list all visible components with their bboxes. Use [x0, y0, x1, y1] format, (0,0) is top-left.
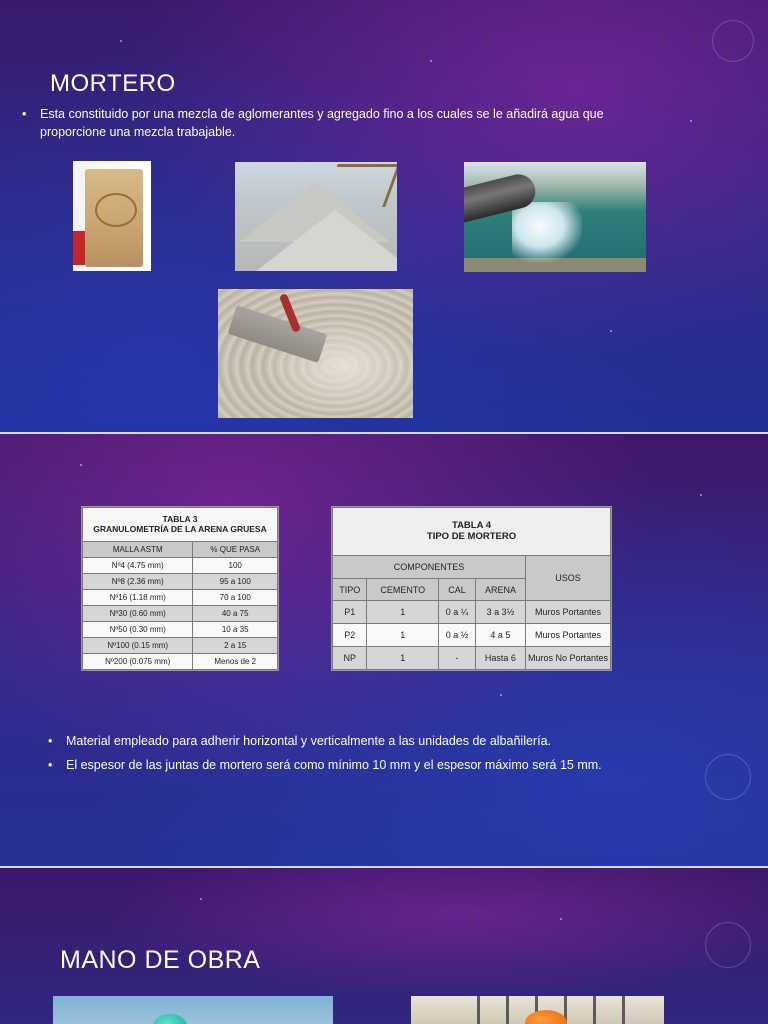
table-cell: Nº100 (0.15 mm) — [83, 637, 193, 653]
table-cell: Hasta 6 — [475, 647, 525, 670]
table-cell: 40 a 75 — [193, 605, 278, 621]
table-cell: Nº16 (1.18 mm) — [83, 589, 193, 605]
table-caption-line: TIPO DE MORTERO — [426, 531, 517, 543]
table-cell: Nº30 (0.60 mm) — [83, 605, 193, 621]
table-cell: Muros Portantes — [526, 624, 611, 647]
table-cell: 100 — [193, 557, 278, 573]
slide-mano-de-obra — [0, 868, 768, 1024]
table-row — [83, 653, 278, 669]
table-row — [83, 573, 278, 589]
bullet-list — [22, 105, 662, 141]
cement-bag-image — [73, 161, 151, 271]
column-header: % QUE PASA — [193, 541, 278, 557]
table-cell: Menos de 2 — [193, 653, 278, 669]
table-caption-line: TABLA 4 — [451, 520, 492, 532]
bullet-item: • El espesor de las juntas de mortero será como mínimo 10 mm y el espesor máximo será 15 mm. — [48, 756, 728, 774]
table-cell: 95 a 100 — [193, 573, 278, 589]
sand-piles-image — [235, 162, 397, 271]
table-row — [333, 647, 611, 670]
slide-tablas — [0, 434, 768, 866]
table-cell: 70 a 100 — [193, 589, 278, 605]
table-cell: 1 — [367, 647, 439, 670]
column-header: CAL — [439, 578, 476, 601]
table-cell: - — [439, 647, 476, 670]
table-row — [83, 557, 278, 573]
bullet-item: • Esta constituido por una mezcla de aglomerantes y agregado fino a los cuales se le añadirá agua que proporcione una mezcla trabajable. — [22, 105, 662, 141]
table-row — [333, 624, 611, 647]
table-cell: 0 a ¼ — [439, 601, 476, 624]
table-row — [83, 589, 278, 605]
star-dot — [690, 120, 692, 122]
bullet-item: • Material empleado para adherir horizontal y verticalmente a las unidades de albañilería. — [48, 732, 728, 750]
table-caption — [333, 508, 611, 556]
table-cell: P1 — [333, 601, 367, 624]
decorative-circle — [705, 922, 751, 968]
table-caption — [83, 508, 278, 542]
column-header: TIPO — [333, 578, 367, 601]
table-cell: Nº200 (0.075 mm) — [83, 653, 193, 669]
star-dot — [430, 60, 432, 62]
table-cell: 2 a 15 — [193, 637, 278, 653]
star-dot — [560, 918, 562, 920]
star-dot — [80, 464, 82, 466]
group-header: COMPONENTES — [333, 555, 526, 578]
table-row — [83, 637, 278, 653]
table-cell: 10 a 35 — [193, 621, 278, 637]
table-row — [83, 605, 278, 621]
table-cell: Nº50 (0.30 mm) — [83, 621, 193, 637]
table-cell: Nº8 (2.36 mm) — [83, 573, 193, 589]
tabla-tipo-mortero — [331, 506, 612, 671]
slide-title: MORTERO — [50, 70, 176, 97]
table-row — [333, 601, 611, 624]
column-header: MALLA ASTM — [83, 541, 193, 557]
table-cell: 4 a 5 — [475, 624, 525, 647]
slide-mortero — [0, 0, 768, 432]
table-cell: Muros Portantes — [526, 601, 611, 624]
table-cell: Muros No Portantes — [526, 647, 611, 670]
star-dot — [610, 330, 612, 332]
column-header: USOS — [526, 555, 611, 601]
worker-photo-right — [411, 996, 664, 1024]
table-cell: Nº4 (4.75 mm) — [83, 557, 193, 573]
bullet-list — [48, 732, 728, 780]
water-pipe-image — [464, 162, 646, 272]
table-caption-line: TABLA 3 — [162, 514, 198, 525]
table-cell: NP — [333, 647, 367, 670]
table-row — [83, 621, 278, 637]
table-cell: 1 — [367, 601, 439, 624]
table-caption-line: GRANULOMETRÍA DE LA ARENA GRUESA — [93, 524, 267, 535]
table-cell: 1 — [367, 624, 439, 647]
mortar-trowel-image — [218, 289, 413, 418]
star-dot — [200, 898, 202, 900]
star-dot — [700, 494, 702, 496]
table-cell: 0 a ½ — [439, 624, 476, 647]
column-header: CEMENTO — [367, 578, 439, 601]
slide-title: MANO DE OBRA — [60, 946, 261, 974]
decorative-circle — [712, 20, 754, 62]
worker-photo-left — [53, 996, 333, 1024]
star-dot — [500, 694, 502, 696]
table-cell: 3 a 3½ — [475, 601, 525, 624]
column-header: ARENA — [475, 578, 525, 601]
star-dot — [120, 40, 122, 42]
table-cell: P2 — [333, 624, 367, 647]
tabla-granulometria — [81, 506, 279, 671]
